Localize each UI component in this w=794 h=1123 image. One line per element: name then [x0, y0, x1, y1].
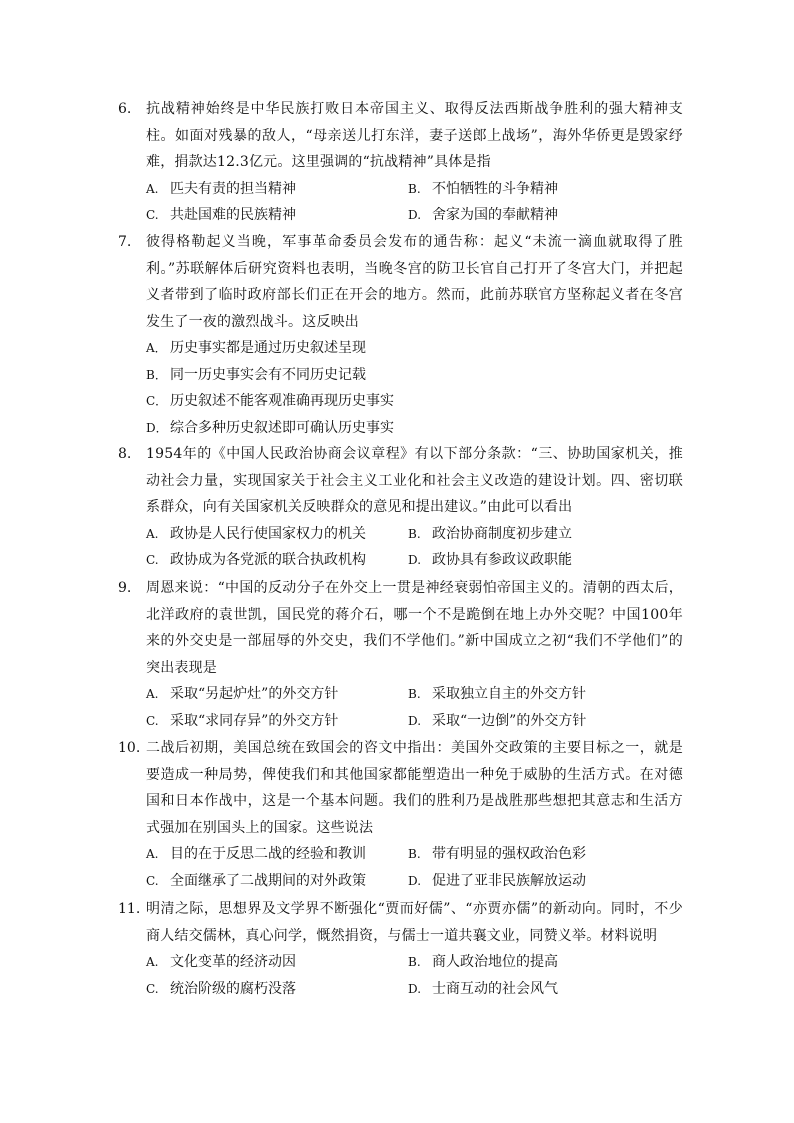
options-grid: [146, 521, 683, 574]
option-letter: D.: [408, 553, 422, 567]
option-b: [408, 949, 688, 976]
option-text: 共赴国难的民族精神: [170, 207, 296, 223]
option-text: 采取独立自主的外交方针: [432, 686, 586, 702]
option-a: [146, 176, 408, 203]
option-letter: A.: [146, 847, 159, 861]
option-b: [146, 362, 683, 389]
option-letter: A.: [146, 526, 159, 541]
option-b: [408, 841, 688, 868]
question-6: [118, 96, 683, 229]
question-stem: 抗战精神始终是中华民族打败日本帝国主义、取得反法西斯战争胜利的强大精神支柱。如面对残暴的敌人，“母亲送儿打东洋，妻子送郎上战场”，海外华侨更是毁家纾难，捐款达12.3亿元。这里强调的“抗战精神”具体是指: [146, 101, 683, 170]
option-letter: B.: [408, 687, 421, 701]
option-letter: A.: [146, 955, 159, 969]
option-text: 士商互动的社会风气: [432, 980, 558, 997]
option-letter: D.: [408, 873, 422, 888]
option-letter: B.: [408, 526, 421, 541]
option-text: 匹夫有责的担当精神: [170, 180, 296, 197]
option-text: 政治协商制度初步建立: [432, 525, 572, 542]
option-text: 促进了亚非民族解放运动: [432, 872, 586, 889]
option-text: 历史叙述不能客观准确再现历史事实: [170, 393, 394, 409]
question-stem: 明清之际，思想界及文学界不断强化“贾而好儒”、“亦贾亦儒”的新动向。同时，不少商人结交儒林，真心问学，慨然捐资，与儒士一道共襄文业，同赞义举。材料说明: [146, 901, 683, 944]
option-text: 历史事实都是通过历史叙述呈现: [170, 340, 366, 356]
option-letter: B.: [408, 847, 421, 861]
option-text: 统治阶级的腐朽没落: [170, 980, 296, 997]
option-letter: C.: [146, 981, 159, 996]
option-d: [408, 708, 688, 735]
option-letter: C.: [146, 713, 159, 728]
options-list: [146, 335, 683, 441]
option-letter: C.: [146, 553, 159, 567]
question-7: [118, 229, 683, 441]
option-text: 政协具有参政议政职能: [432, 552, 572, 568]
option-letter: A.: [146, 181, 159, 196]
option-b: [408, 176, 688, 203]
options-grid: [146, 681, 683, 734]
options-grid: [146, 949, 683, 1002]
option-text: 同一历史事实会有不同历史记载: [170, 366, 366, 383]
option-letter: D.: [408, 713, 422, 728]
question-stem: 1954年的《中国人民政治协商会议章程》有以下部分条款：“三、协助国家机关，推动社会力量，实现国家关于社会主义工业化和社会主义改造的建设计划。四、密切联系群众，向有关国家机关反映群众的意见和提出建议。”由此可以看出: [146, 446, 683, 515]
question-number: 6.: [118, 101, 132, 117]
question-9: [118, 575, 683, 734]
option-letter: B.: [408, 181, 421, 196]
option-c: [146, 388, 683, 415]
question-stem: 彼得格勒起义当晚，军事革命委员会发布的通告称：起义“未流一滴血就取得了胜利。”苏联解体后研究资料也表明，当晚冬宫的防卫长官自己打开了冬宫大门，并把起义者带到了临时政府部长们正在开会的地方。然而，此前苏联官方坚称起义者在冬宫发生了一夜的激烈战斗。这反映出: [146, 234, 683, 330]
option-letter: D.: [408, 208, 422, 222]
option-d: [408, 547, 688, 574]
option-a: [146, 841, 408, 868]
option-a: [146, 521, 408, 548]
option-text: 舍家为国的奉献精神: [432, 207, 558, 223]
option-a: [146, 335, 683, 362]
option-letter: C.: [146, 873, 159, 888]
option-text: 目的在于反思二战的经验和教训: [170, 846, 366, 862]
option-letter: A.: [146, 687, 159, 701]
option-c: [146, 547, 408, 574]
option-letter: D．: [146, 420, 168, 435]
option-c: [146, 708, 408, 735]
options-grid: [146, 841, 683, 894]
option-text: 采取“求同存异”的外交方针: [170, 712, 339, 729]
option-d: [408, 202, 688, 229]
question-number: 9.: [118, 580, 132, 596]
option-text: 不怕牺牲的斗争精神: [432, 180, 558, 197]
option-c: [146, 868, 408, 895]
question-number: 11.: [118, 901, 141, 917]
question-11: [118, 896, 683, 1002]
option-text: 采取“另起炉灶”的外交方针: [170, 686, 339, 702]
option-text: 政协成为各党派的联合执政机构: [170, 552, 366, 568]
option-b: [408, 521, 688, 548]
option-text: 采取“一边倒”的外交方针: [432, 712, 587, 729]
option-c: [146, 202, 408, 229]
option-text: 政协是人民行使国家权力的机关: [170, 525, 366, 542]
options-grid: [146, 176, 683, 229]
option-d: [408, 868, 688, 895]
question-10: [118, 735, 683, 894]
option-letter: D.: [408, 981, 422, 996]
option-letter: B.: [408, 955, 421, 969]
question-number: 10.: [118, 740, 141, 756]
option-text: 文化变革的经济动因: [170, 954, 296, 970]
option-d: [408, 976, 688, 1003]
option-letter: A．: [146, 341, 167, 355]
option-text: 全面继承了二战期间的对外政策: [170, 872, 366, 889]
option-text: 综合多种历史叙述即可确认历史事实: [170, 419, 394, 436]
question-number: 7.: [118, 234, 132, 250]
option-letter: C．: [146, 394, 168, 408]
option-a: [146, 949, 408, 976]
option-letter: C.: [146, 208, 159, 222]
question-number: 8.: [118, 446, 132, 462]
option-letter: B．: [146, 367, 167, 382]
option-text: 带有明显的强权政治色彩: [432, 846, 586, 862]
question-stem: 二战后初期，美国总统在致国会的咨文中指出：美国外交政策的主要目标之一，就是要造成一种局势，俾使我们和其他国家都能塑造出一种免于威胁的生活方式。在对德国和日本作战中，这是一个基本问题。我们的胜利乃是战胜那些想把其意志和生活方式强加在别国头上的国家。这些说法: [146, 740, 683, 836]
option-d: [146, 415, 683, 442]
option-text: 商人政治地位的提高: [432, 954, 558, 970]
question-stem: 周恩来说：“中国的反动分子在外交上一贯是神经衰弱怕帝国主义的。清朝的西太后，北洋政府的袁世凯，国民党的蒋介石，哪一个不是跪倒在地上办外交呢？中国100年来的外交史是一部屈辱的外交史，我们不学他们。”新中国成立之初“我们不学他们”的突出表现是: [146, 580, 683, 676]
option-c: [146, 976, 408, 1003]
option-b: [408, 681, 688, 708]
option-a: [146, 681, 408, 708]
question-8: [118, 441, 683, 574]
